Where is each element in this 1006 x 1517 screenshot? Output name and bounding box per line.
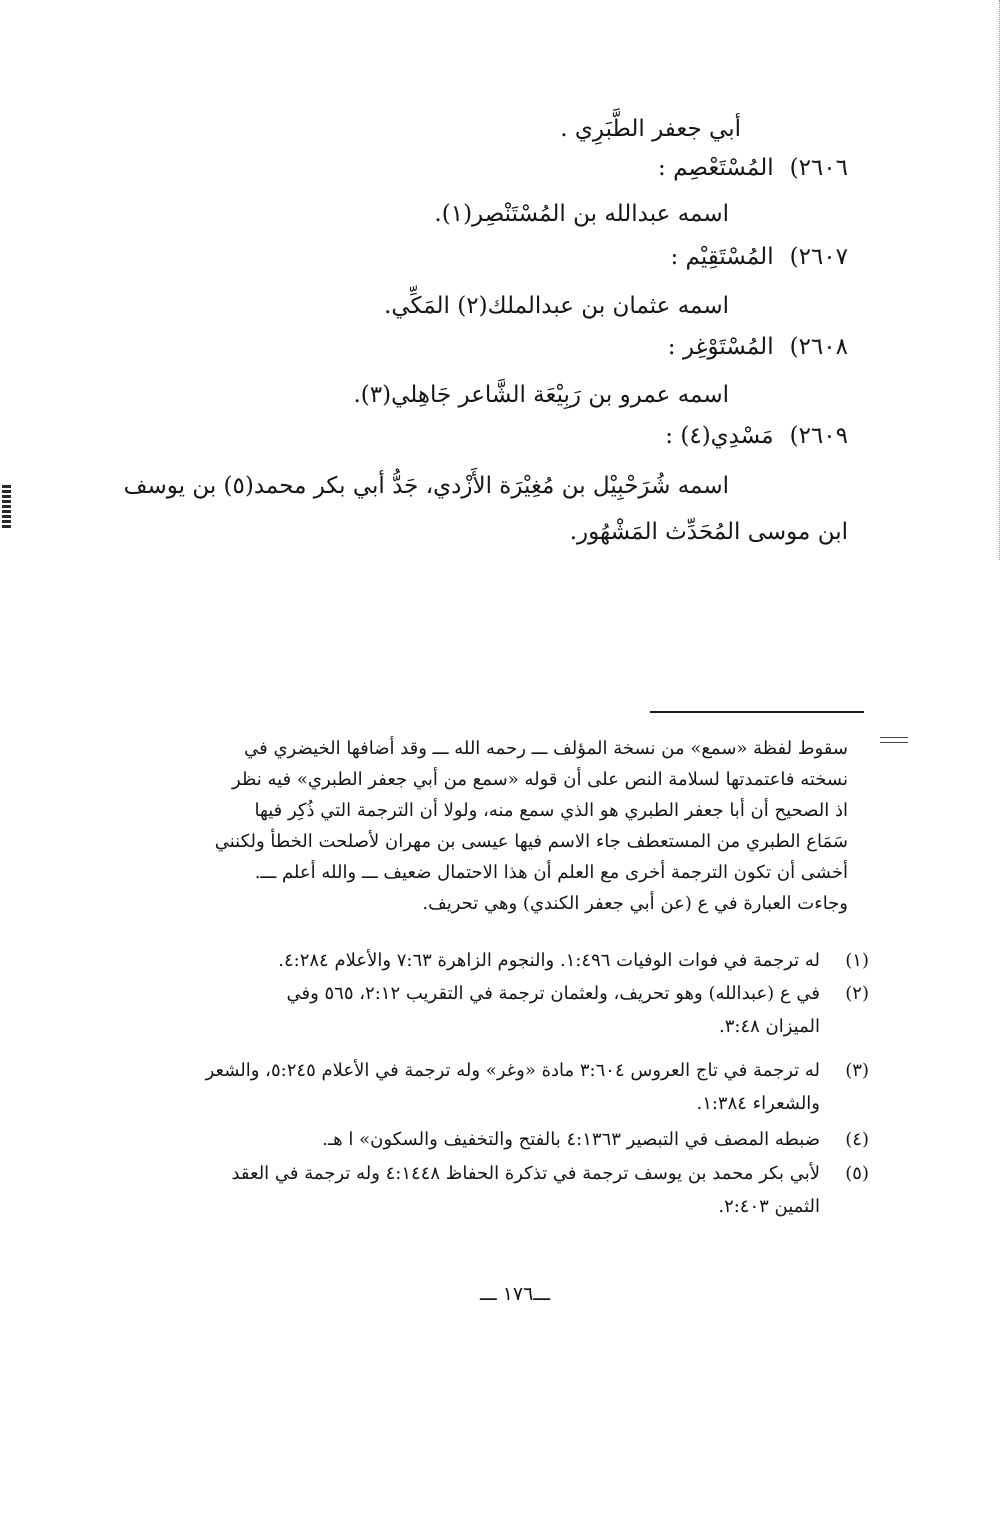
footnote-number: (٤) [845,1129,869,1150]
entry-body-2608: اسمه عمرو بن رَبِيْعَة الشَّاعر جَاهِلي(٣). [353,382,729,408]
entry-heading-2608 [668,336,848,359]
text-line: أبي جعفر الطَّبَرِي . [560,116,741,142]
footnote-line: له ترجمة في فوات الوفيات ١:٤٩٦. والنجوم الزاهرة ٧:٦٣ والأعلام ٤:٢٨٤. [278,950,820,971]
footnote-line: وجاءت العبارة في ع (عن أبي جعفر الكندي) وهي تحريف. [422,893,848,914]
entry-number: ٢٦٠٧) [789,244,848,270]
entry-heading-2606 [658,157,848,180]
footnote-number: (٣) [845,1060,869,1081]
footnote-line: الثمين ٢:٤٠٣. [718,1196,820,1217]
footnote-line: أخشى أن تكون الترجمة أخرى مع العلم أن هذا الاحتمال ضعيف ـــ والله أعلم ـــ. [254,862,848,883]
entry-heading: المُسْتَوْغِر : [667,334,774,360]
footnote-number: (٥) [845,1163,869,1184]
page-number: ـــ١٧٦ ـــ [479,1283,551,1305]
footnote-line: في ع (عبدالله) وهو تحريف، ولعثمان ترجمة في التقريب ٢:١٢، ٥٦٥ وفي [286,983,820,1004]
text-line: ابن موسى المُحَدِّث المَشْهُور. [569,519,848,545]
scan-edge-line [999,0,1000,560]
entry-heading: مَسْدِي(٤) : [665,423,774,449]
entry-heading-2607 [670,246,848,269]
footnote-line: سَمَاع الطبري من المستعطف جاء الاسم فيها عيسى بن مهران لأصلحت الخطأ ولكنني [214,831,848,852]
footnote-line: اذ الصحيح أن أبا جعفر الطبري هو الذي سمع منه، ولولا أن الترجمة التي ذُكِر فيها [254,800,848,821]
entry-heading-2609 [665,425,848,448]
entry-body-2609: اسمه شُرَحْبِيْل بن مُغِيْرَة الأَزْدي، جَدُّ أبي بكر محمد(٥) بن يوسف [123,473,729,499]
footnote-line: لأبي بكر محمد بن يوسف ترجمة في تذكرة الحفاظ ٤:١٤٤٨ وله ترجمة في العقد [231,1163,820,1184]
entry-heading: المُسْتَعْصِم : [658,155,774,181]
footnote-number: (١) [845,950,869,971]
footnote-separator [650,711,864,713]
margin-mark [880,737,908,743]
footnote-line: سقوط لفظة «سمع» من نسخة المؤلف ـــ رحمه الله ـــ وقد أضافها الخيضري في [244,738,848,759]
entry-number: ٢٦٠٨) [789,334,848,360]
footnote-number: (٢) [845,983,869,1004]
entry-body-2606: اسمه عبدالله بن المُسْتَنْصِر(١). [434,201,729,227]
entry-heading: المُسْتَقِيْم : [670,244,774,270]
entry-number: ٢٦٠٦) [789,155,848,181]
margin-mark [2,485,11,530]
entry-body-2607: اسمه عثمان بن عبدالملك(٢) المَكِّي. [384,293,729,319]
footnote-line: نسخته فاعتمدتها لسلامة النص على أن قوله «سمع من أبي جعفر الطبري» فيه نظر [232,769,848,790]
footnote-line: الميزان ٣:٤٨. [718,1016,820,1037]
footnote-line: ضبطه المصف في التبصير ٤:١٣٦٣ بالفتح والتخفيف والسكون» ا هـ. [322,1129,820,1150]
footnote-line: والشعراء ١:٣٨٤. [696,1093,820,1114]
entry-number: ٢٦٠٩) [789,423,848,449]
footnote-line: له ترجمة في تاج العروس ٣:٦٠٤ مادة «وغر» وله ترجمة في الأعلام ٥:٢٤٥، والشعر [205,1060,820,1081]
